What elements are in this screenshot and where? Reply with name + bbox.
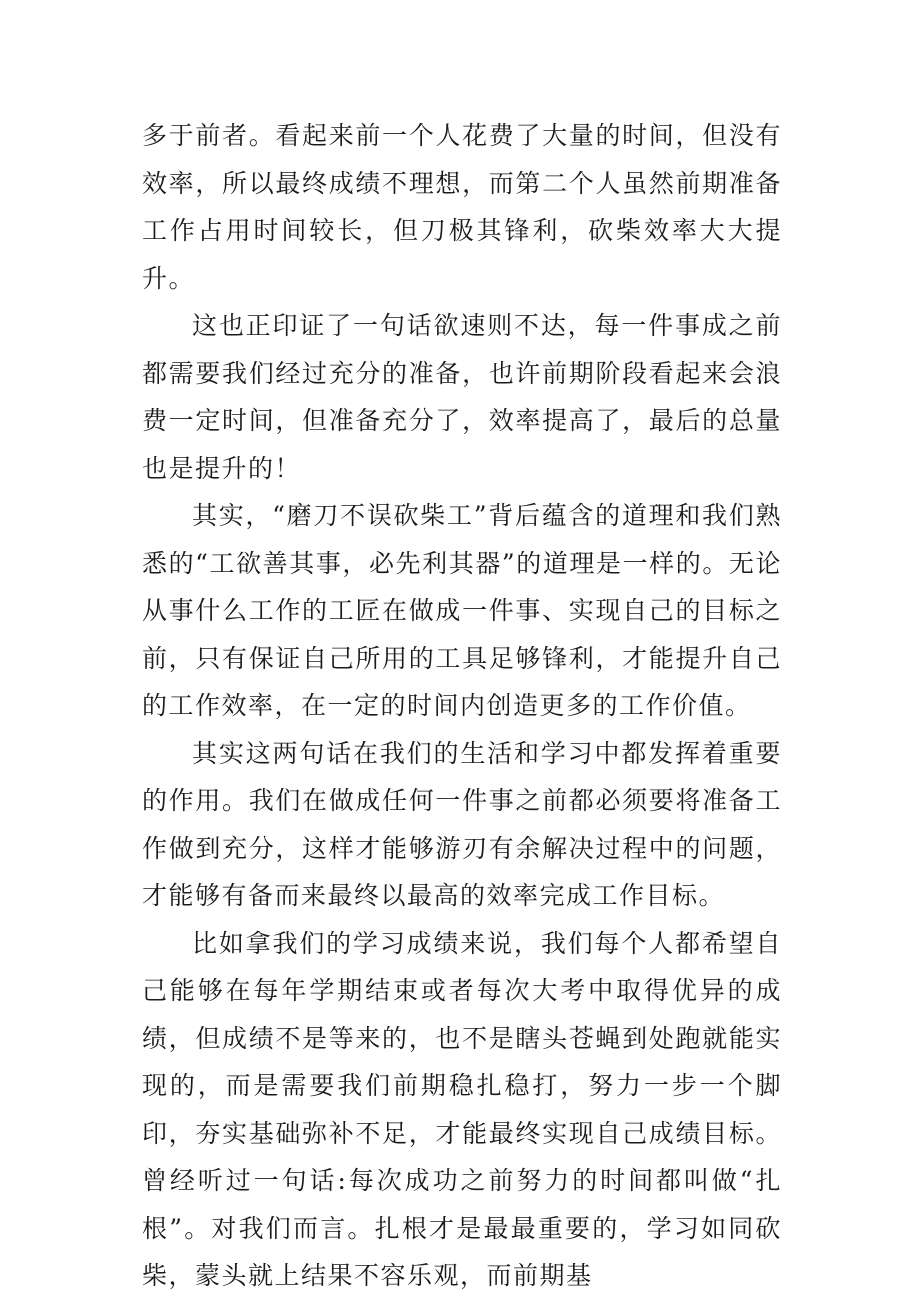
- body-text: [142, 112, 782, 1300]
- paragraph-2: 这也正印证了一句话欲速则不达，每一件事成之前都需要我们经过充分的准备，也许前期阶段看起来会浪费一定时间，但准备充分了，效率提高了，最后的总量也是提升的！: [142, 311, 782, 483]
- paragraph-4: 其实这两句话在我们的生活和学习中都发挥着重要的作用。我们在做成任何一件事之前都必须要将准备工作做到充分，这样才能够游刃有余解决过程中的问题，才能够有备而来最终以最高的效率完成工作目标。: [142, 738, 782, 910]
- paragraph-3: 其实，“磨刀不误砍柴工”背后蕴含的道理和我们熟悉的“工欲善其事，必先利其器”的道理是一样的。无论从事什么工作的工匠在做成一件事、实现自己的目标之前，只有保证自己所用的工具足够锋利，才能提升自己的工作效率，在一定的时间内创造更多的工作价值。: [142, 501, 782, 720]
- paragraph-5: 比如拿我们的学习成绩来说，我们每个人都希望自己能够在每年学期结束或者每次大考中取得优异的成绩，但成绩不是等来的，也不是瞎头苍蝇到处跑就能实现的，而是需要我们前期稳扎稳打，努力一步一个脚印，夯实基础弥补不足，才能最终实现自己成绩目标。曾经听过一句话:每次成功之前努力的时间都叫做“扎根”。对我们而言。扎根才是最最重要的，学习如同砍柴，蒙头就上结果不容乐观，而前期基: [142, 928, 782, 1290]
- paragraph-1: 多于前者。看起来前一个人花费了大量的时间，但没有效率，所以最终成绩不理想，而第二个人虽然前期准备工作占用时间较长，但刀极其锋利，砍柴效率大大提升。: [142, 121, 782, 293]
